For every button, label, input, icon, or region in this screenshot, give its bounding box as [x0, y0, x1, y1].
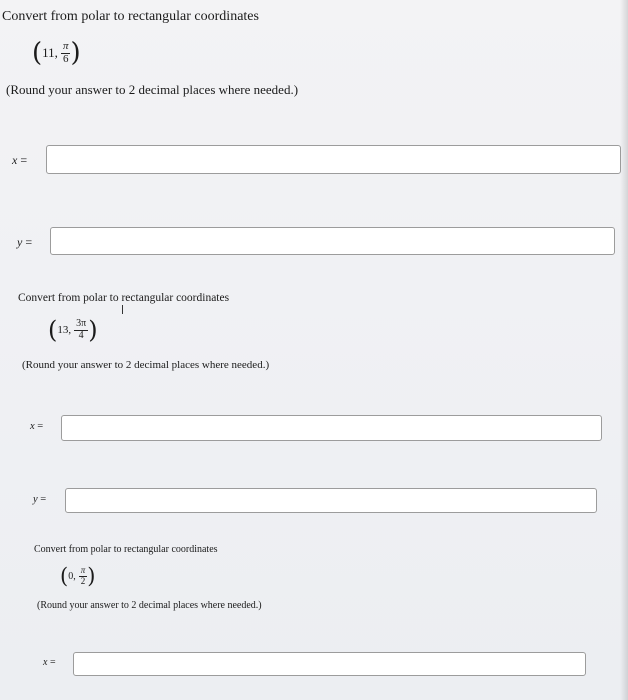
problem-title: Convert from polar to rectangular coordinates	[2, 9, 259, 24]
angle-numerator: π	[62, 39, 69, 52]
x-label	[12, 153, 27, 168]
angle-numerator: π	[80, 565, 86, 576]
angle-denominator: 2	[80, 575, 86, 586]
x-answer-field[interactable]	[61, 415, 602, 441]
angle-denominator: 6	[62, 52, 69, 65]
polar-radius: 11,	[42, 45, 58, 60]
equals-sign: =	[37, 421, 44, 432]
equals-sign: =	[20, 153, 28, 167]
polar-angle	[74, 319, 88, 341]
y-answer-field[interactable]	[50, 227, 615, 255]
var-name: y	[17, 235, 23, 249]
polar-angle	[79, 566, 88, 586]
y-label	[17, 235, 32, 250]
var-name: x	[12, 153, 18, 167]
polar-radius: 13,	[57, 324, 72, 336]
var-name: x	[43, 657, 48, 668]
problem-title: Convert from polar to rectangular coordinates	[18, 292, 230, 304]
problem-title: Convert from polar to rectangular coordinates	[34, 544, 218, 555]
round-note: (Round your answer to 2 decimal places where needed.)	[37, 600, 262, 611]
polar-angle	[61, 41, 71, 65]
polar-point	[32, 38, 81, 68]
open-paren: (	[32, 38, 43, 68]
text-cursor	[122, 305, 123, 314]
angle-denominator: 4	[78, 329, 84, 341]
close-paren: )	[70, 38, 81, 68]
y-label	[33, 494, 46, 505]
page-edge-shadow	[620, 0, 628, 700]
polar-radius: 0,	[68, 570, 76, 582]
x-answer-field[interactable]	[73, 652, 586, 676]
round-note: (Round your answer to 2 decimal places where needed.)	[22, 359, 270, 371]
x-label	[30, 421, 43, 432]
polar-point	[48, 316, 98, 344]
x-answer-field[interactable]	[46, 145, 621, 174]
open-paren: (	[60, 564, 69, 588]
angle-numerator: 3π	[76, 318, 87, 329]
open-paren: (	[48, 316, 58, 344]
var-name: y	[33, 494, 38, 505]
equals-sign: =	[40, 494, 47, 505]
equals-sign: =	[25, 235, 33, 249]
polar-point	[60, 564, 95, 588]
close-paren: )	[88, 316, 98, 344]
y-answer-field[interactable]	[65, 488, 597, 513]
var-name: x	[30, 421, 35, 432]
equals-sign: =	[49, 657, 56, 668]
round-note: (Round your answer to 2 decimal places where needed.)	[6, 82, 299, 97]
close-paren: )	[87, 564, 96, 588]
x-label	[43, 657, 56, 668]
